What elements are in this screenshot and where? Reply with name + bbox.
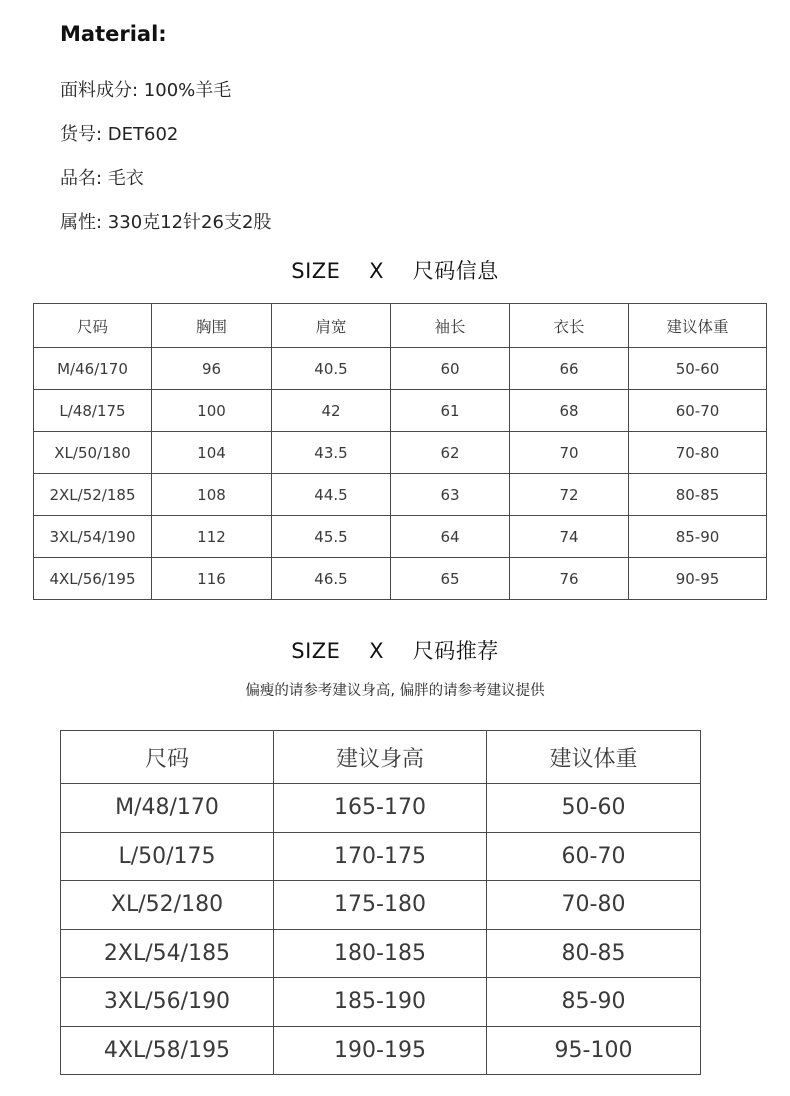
title-size-word: SIZE [291,259,341,283]
table-cell: 190-195 [274,1026,487,1075]
table-row [61,1026,701,1075]
attr-key: 面料成分 [60,80,132,101]
table-cell: XL/50/180 [34,432,152,474]
table-header-row [34,304,767,348]
table-cell: L/50/175 [61,832,274,881]
attr-fabric [60,76,231,102]
header-cell: 尺码 [34,304,152,348]
attr-value: 330克12针26支2股 [107,212,272,233]
attr-sep: : [96,168,108,189]
table-cell: 76 [510,558,629,600]
material-title: Material: [60,22,167,46]
table-header-row [61,731,701,784]
title-size-word: SIZE [291,639,341,663]
table-cell: 90-95 [629,558,767,600]
table-row [34,390,767,432]
table-cell: 104 [152,432,272,474]
header-cell: 胸围 [152,304,272,348]
table-cell: 63 [391,474,510,516]
table-cell: 60 [391,348,510,390]
header-cell: 建议体重 [487,731,701,784]
attr-item-no [60,120,178,146]
table-cell: 165-170 [274,784,487,833]
header-cell: 尺码 [61,731,274,784]
table-cell: 43.5 [272,432,391,474]
attr-key: 货号 [60,124,96,145]
table-cell: 45.5 [272,516,391,558]
table-row [34,432,767,474]
table-cell: 61 [391,390,510,432]
table-cell: 116 [152,558,272,600]
table-cell: 68 [510,390,629,432]
table-cell: 60-70 [487,832,701,881]
title-chinese: 尺码推荐 [412,639,499,663]
table-cell: 72 [510,474,629,516]
table-cell: L/48/175 [34,390,152,432]
table-cell: 170-175 [274,832,487,881]
header-cell: 建议体重 [629,304,767,348]
table-cell: 70 [510,432,629,474]
table-cell: XL/52/180 [61,881,274,930]
attr-properties [60,208,271,234]
table-row [61,784,701,833]
table-cell: 180-185 [274,929,487,978]
header-cell: 肩宽 [272,304,391,348]
header-cell: 衣长 [510,304,629,348]
table-row [34,516,767,558]
table-row [61,978,701,1027]
table-cell: 70-80 [629,432,767,474]
table-cell: 80-85 [487,929,701,978]
table-row [61,881,701,930]
title-x: X [369,259,385,283]
size-recommend-title [0,635,790,665]
table-cell: 62 [391,432,510,474]
table-cell: 50-60 [487,784,701,833]
table-cell: 2XL/54/185 [61,929,274,978]
table-cell: 60-70 [629,390,767,432]
table-cell: 42 [272,390,391,432]
size-recommend-subtitle: 偏瘦的请参考建议身高, 偏胖的请参考建议提供 [245,683,545,699]
table-cell: 40.5 [272,348,391,390]
table-cell: 112 [152,516,272,558]
table-cell: 4XL/56/195 [34,558,152,600]
table-row [61,832,701,881]
table-cell: 50-60 [629,348,767,390]
table-cell: 4XL/58/195 [61,1026,274,1075]
table-cell: 185-190 [274,978,487,1027]
size-info-table [33,303,767,600]
attr-key: 品名 [60,168,96,189]
table-cell: 70-80 [487,881,701,930]
title-x: X [369,639,385,663]
table-cell: M/48/170 [61,784,274,833]
table-row [61,929,701,978]
attr-value: 100%羊毛 [143,80,232,101]
attr-sep: : [132,80,144,101]
table-row [34,348,767,390]
table-row [34,558,767,600]
attr-key: 属性 [60,212,96,233]
attr-sep: : [96,124,108,145]
table-cell: 44.5 [272,474,391,516]
table-cell: 85-90 [629,516,767,558]
table-cell: 65 [391,558,510,600]
attr-product-name [60,164,144,190]
table-cell: M/46/170 [34,348,152,390]
table-cell: 66 [510,348,629,390]
table-cell: 3XL/56/190 [61,978,274,1027]
attr-value: 毛衣 [107,168,144,189]
header-cell: 建议身高 [274,731,487,784]
attr-sep: : [96,212,108,233]
table-cell: 74 [510,516,629,558]
table-cell: 100 [152,390,272,432]
table-cell: 46.5 [272,558,391,600]
table-cell: 85-90 [487,978,701,1027]
table-cell: 80-85 [629,474,767,516]
attr-value: DET602 [107,124,179,145]
size-info-title [0,255,790,285]
table-cell: 96 [152,348,272,390]
table-cell: 2XL/52/185 [34,474,152,516]
title-chinese: 尺码信息 [412,259,499,283]
table-cell: 95-100 [487,1026,701,1075]
table-cell: 108 [152,474,272,516]
table-cell: 3XL/54/190 [34,516,152,558]
table-cell: 64 [391,516,510,558]
header-cell: 袖长 [391,304,510,348]
table-row [34,474,767,516]
table-cell: 175-180 [274,881,487,930]
size-recommend-table [60,730,701,1075]
